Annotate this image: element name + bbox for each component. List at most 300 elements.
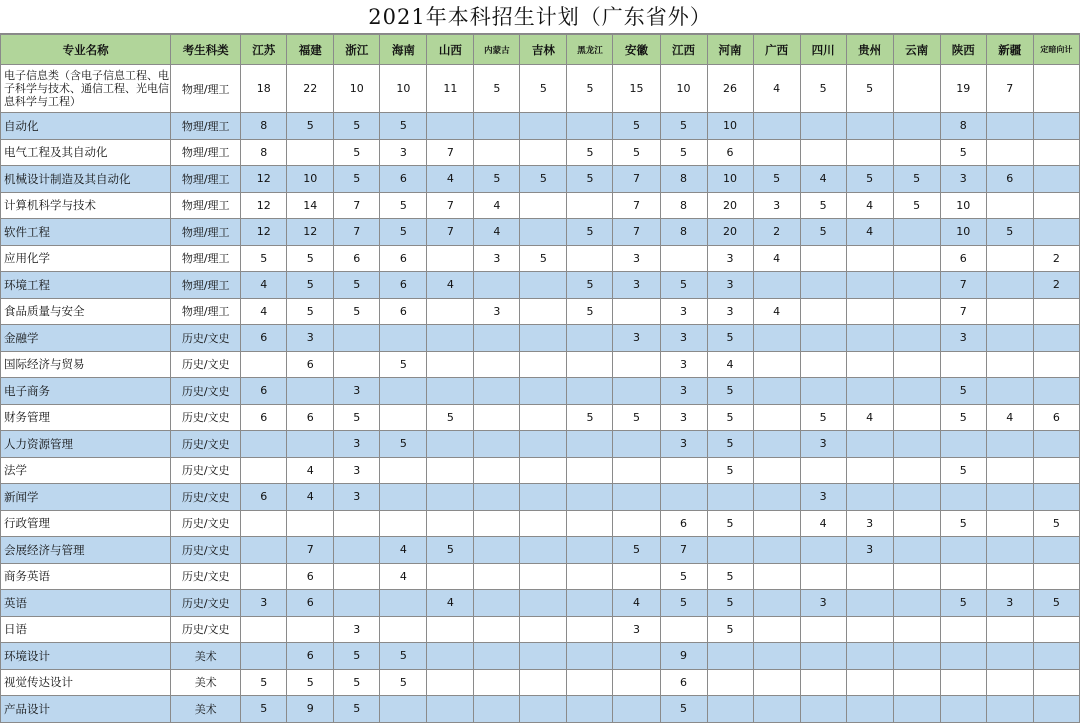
quota-cell: 5 — [380, 192, 427, 219]
quota-cell — [1033, 65, 1079, 113]
category-cell: 物理/理工 — [171, 166, 241, 193]
quota-cell — [940, 351, 986, 378]
quota-cell: 5 — [334, 404, 380, 431]
quota-cell — [753, 537, 800, 564]
major-name-cell: 机械设计制造及其自动化 — [1, 166, 171, 193]
quota-cell: 4 — [800, 510, 846, 537]
quota-cell — [520, 484, 567, 511]
header-province: 山西 — [427, 35, 474, 65]
quota-cell — [800, 245, 846, 272]
quota-cell — [427, 245, 474, 272]
table-row — [1, 616, 1080, 643]
quota-cell — [474, 696, 520, 723]
quota-cell — [893, 563, 940, 590]
quota-cell — [520, 563, 567, 590]
quota-cell: 3 — [380, 139, 427, 166]
quota-cell: 5 — [334, 272, 380, 299]
quota-cell — [1033, 537, 1079, 564]
quota-cell: 8 — [241, 113, 287, 140]
quota-cell: 5 — [241, 245, 287, 272]
quota-cell — [753, 431, 800, 458]
category-cell: 物理/理工 — [171, 113, 241, 140]
quota-cell: 4 — [753, 245, 800, 272]
quota-cell: 7 — [986, 65, 1033, 113]
quota-cell — [893, 325, 940, 352]
quota-cell: 6 — [707, 139, 753, 166]
quota-cell — [427, 378, 474, 405]
quota-cell: 5 — [800, 192, 846, 219]
quota-cell: 4 — [753, 65, 800, 113]
quota-cell — [753, 643, 800, 670]
quota-cell: 6 — [660, 510, 707, 537]
quota-cell — [660, 457, 707, 484]
quota-cell: 5 — [707, 616, 753, 643]
quota-cell — [800, 298, 846, 325]
quota-cell — [1033, 669, 1079, 696]
quota-cell — [707, 696, 753, 723]
quota-cell — [800, 537, 846, 564]
quota-cell: 5 — [380, 643, 427, 670]
header-province: 浙江 — [334, 35, 380, 65]
quota-cell: 6 — [287, 590, 334, 617]
quota-cell — [846, 484, 893, 511]
quota-cell: 5 — [613, 139, 660, 166]
quota-cell: 5 — [800, 65, 846, 113]
quota-cell: 5 — [800, 404, 846, 431]
quota-cell: 3 — [940, 166, 986, 193]
quota-cell — [474, 457, 520, 484]
quota-cell: 8 — [660, 166, 707, 193]
quota-cell — [380, 378, 427, 405]
quota-cell — [893, 65, 940, 113]
quota-cell: 8 — [241, 139, 287, 166]
quota-cell: 5 — [334, 166, 380, 193]
quota-cell: 22 — [287, 65, 334, 113]
quota-cell: 3 — [613, 325, 660, 352]
quota-cell — [800, 325, 846, 352]
quota-cell: 5 — [474, 166, 520, 193]
category-cell: 历史/文史 — [171, 510, 241, 537]
quota-cell — [893, 590, 940, 617]
quota-cell — [986, 245, 1033, 272]
quota-cell — [241, 643, 287, 670]
quota-cell — [520, 325, 567, 352]
quota-cell — [287, 139, 334, 166]
quota-cell — [474, 616, 520, 643]
quota-cell — [893, 484, 940, 511]
quota-cell — [986, 431, 1033, 458]
quota-cell — [753, 351, 800, 378]
major-name-cell: 产品设计 — [1, 696, 171, 723]
quota-cell — [893, 669, 940, 696]
header-province: 黑龙江 — [567, 35, 613, 65]
quota-cell — [893, 404, 940, 431]
quota-cell — [474, 325, 520, 352]
quota-cell: 5 — [334, 113, 380, 140]
table-body — [1, 65, 1080, 723]
quota-cell — [986, 457, 1033, 484]
quota-cell — [474, 139, 520, 166]
quota-cell — [986, 563, 1033, 590]
quota-cell — [893, 643, 940, 670]
quota-cell: 5 — [940, 510, 986, 537]
major-name-cell: 环境工程 — [1, 272, 171, 299]
quota-cell — [474, 643, 520, 670]
quota-cell: 3 — [846, 510, 893, 537]
quota-cell — [707, 669, 753, 696]
quota-cell — [1033, 484, 1079, 511]
quota-cell — [334, 510, 380, 537]
quota-cell: 4 — [241, 272, 287, 299]
quota-cell — [800, 669, 846, 696]
table-row — [1, 298, 1080, 325]
quota-cell: 3 — [287, 325, 334, 352]
major-name-cell: 行政管理 — [1, 510, 171, 537]
quota-cell — [940, 643, 986, 670]
quota-cell — [567, 192, 613, 219]
quota-cell — [613, 563, 660, 590]
category-cell: 历史/文史 — [171, 484, 241, 511]
quota-cell — [613, 696, 660, 723]
quota-cell: 5 — [660, 563, 707, 590]
quota-cell: 3 — [940, 325, 986, 352]
quota-cell — [753, 113, 800, 140]
quota-cell — [567, 484, 613, 511]
quota-cell — [893, 298, 940, 325]
quota-cell: 5 — [940, 378, 986, 405]
quota-cell — [1033, 325, 1079, 352]
quota-cell: 5 — [334, 139, 380, 166]
quota-cell: 5 — [613, 404, 660, 431]
major-name-cell: 日语 — [1, 616, 171, 643]
quota-cell: 5 — [380, 669, 427, 696]
major-name-cell: 电气工程及其自动化 — [1, 139, 171, 166]
quota-cell: 4 — [707, 351, 753, 378]
category-cell: 历史/文史 — [171, 404, 241, 431]
quota-cell — [520, 378, 567, 405]
quota-cell — [846, 669, 893, 696]
quota-cell — [753, 696, 800, 723]
category-cell: 历史/文史 — [171, 431, 241, 458]
quota-cell: 5 — [287, 272, 334, 299]
quota-cell — [940, 431, 986, 458]
quota-cell: 5 — [520, 65, 567, 113]
quota-cell — [1033, 457, 1079, 484]
quota-cell: 5 — [567, 298, 613, 325]
quota-cell — [986, 272, 1033, 299]
quota-cell: 8 — [660, 192, 707, 219]
quota-cell — [567, 510, 613, 537]
quota-cell — [986, 113, 1033, 140]
major-name-cell: 计算机科学与技术 — [1, 192, 171, 219]
major-name-cell: 商务英语 — [1, 563, 171, 590]
header-province: 广西 — [753, 35, 800, 65]
quota-cell: 5 — [380, 219, 427, 246]
quota-cell — [427, 563, 474, 590]
quota-cell: 5 — [940, 457, 986, 484]
quota-cell: 6 — [241, 484, 287, 511]
quota-cell — [846, 378, 893, 405]
quota-cell: 5 — [660, 590, 707, 617]
quota-cell — [427, 298, 474, 325]
quota-cell — [986, 325, 1033, 352]
major-name-cell: 应用化学 — [1, 245, 171, 272]
quota-cell: 6 — [1033, 404, 1079, 431]
quota-cell — [753, 378, 800, 405]
quota-cell — [520, 537, 567, 564]
quota-cell: 3 — [241, 590, 287, 617]
quota-cell: 5 — [474, 65, 520, 113]
quota-cell: 4 — [474, 219, 520, 246]
quota-cell — [800, 139, 846, 166]
major-name-cell: 电子商务 — [1, 378, 171, 405]
table-row — [1, 431, 1080, 458]
quota-cell — [800, 457, 846, 484]
quota-cell — [893, 431, 940, 458]
quota-cell — [753, 404, 800, 431]
header-province: 贵州 — [846, 35, 893, 65]
quota-cell — [1033, 219, 1079, 246]
quota-cell — [520, 510, 567, 537]
quota-cell: 4 — [800, 166, 846, 193]
quota-cell: 5 — [241, 669, 287, 696]
quota-cell — [846, 643, 893, 670]
quota-cell: 5 — [613, 537, 660, 564]
quota-cell: 5 — [567, 219, 613, 246]
quota-cell — [567, 457, 613, 484]
quota-cell — [567, 643, 613, 670]
quota-cell: 5 — [380, 431, 427, 458]
quota-cell — [986, 351, 1033, 378]
quota-cell: 5 — [846, 166, 893, 193]
quota-cell: 10 — [940, 192, 986, 219]
quota-cell — [753, 325, 800, 352]
table-row — [1, 219, 1080, 246]
quota-cell — [380, 457, 427, 484]
quota-cell — [567, 431, 613, 458]
quota-cell: 7 — [613, 166, 660, 193]
quota-cell: 3 — [660, 404, 707, 431]
quota-cell: 5 — [660, 139, 707, 166]
quota-cell — [753, 510, 800, 537]
quota-cell — [427, 643, 474, 670]
quota-cell — [707, 643, 753, 670]
quota-cell — [567, 616, 613, 643]
quota-cell: 3 — [660, 298, 707, 325]
quota-cell — [846, 298, 893, 325]
quota-cell: 3 — [707, 245, 753, 272]
table-row — [1, 351, 1080, 378]
major-name-cell: 财务管理 — [1, 404, 171, 431]
table-row — [1, 457, 1080, 484]
quota-cell: 3 — [753, 192, 800, 219]
quota-cell: 9 — [660, 643, 707, 670]
quota-cell: 4 — [474, 192, 520, 219]
quota-cell — [287, 431, 334, 458]
quota-cell — [613, 510, 660, 537]
quota-cell — [287, 616, 334, 643]
quota-cell — [893, 378, 940, 405]
quota-cell — [520, 351, 567, 378]
quota-cell: 5 — [660, 272, 707, 299]
quota-cell: 7 — [660, 537, 707, 564]
quota-cell — [893, 696, 940, 723]
quota-cell: 5 — [707, 590, 753, 617]
quota-cell: 5 — [707, 431, 753, 458]
quota-cell — [567, 590, 613, 617]
quota-cell: 10 — [707, 166, 753, 193]
quota-cell — [1033, 696, 1079, 723]
major-name-cell: 自动化 — [1, 113, 171, 140]
quota-cell: 14 — [287, 192, 334, 219]
header-province: 江苏 — [241, 35, 287, 65]
quota-cell — [846, 590, 893, 617]
quota-cell — [800, 351, 846, 378]
quota-cell: 7 — [334, 219, 380, 246]
quota-cell — [846, 351, 893, 378]
quota-cell — [520, 219, 567, 246]
quota-cell: 4 — [287, 484, 334, 511]
table-row — [1, 696, 1080, 723]
quota-cell — [474, 113, 520, 140]
quota-cell: 5 — [660, 113, 707, 140]
quota-cell: 7 — [940, 272, 986, 299]
quota-cell: 4 — [427, 590, 474, 617]
header-province: 四川 — [800, 35, 846, 65]
quota-cell — [986, 696, 1033, 723]
quota-cell: 5 — [893, 166, 940, 193]
quota-cell: 5 — [287, 113, 334, 140]
quota-cell — [753, 590, 800, 617]
quota-cell: 5 — [380, 351, 427, 378]
quota-cell — [753, 563, 800, 590]
quota-cell — [427, 484, 474, 511]
header-province: 新疆 — [986, 35, 1033, 65]
quota-cell: 5 — [567, 272, 613, 299]
quota-cell: 5 — [287, 245, 334, 272]
quota-cell — [893, 537, 940, 564]
quota-cell — [986, 139, 1033, 166]
header-province: 海南 — [380, 35, 427, 65]
quota-cell — [707, 537, 753, 564]
quota-cell: 12 — [241, 192, 287, 219]
table-row — [1, 537, 1080, 564]
quota-cell — [474, 351, 520, 378]
quota-cell: 5 — [334, 298, 380, 325]
quota-cell — [800, 643, 846, 670]
quota-cell — [986, 616, 1033, 643]
quota-cell — [846, 457, 893, 484]
category-cell: 物理/理工 — [171, 65, 241, 113]
category-cell: 物理/理工 — [171, 298, 241, 325]
quota-cell: 10 — [707, 113, 753, 140]
quota-cell — [520, 404, 567, 431]
category-cell: 物理/理工 — [171, 245, 241, 272]
table-row — [1, 510, 1080, 537]
quota-cell — [613, 669, 660, 696]
quota-cell: 4 — [753, 298, 800, 325]
quota-cell: 5 — [287, 669, 334, 696]
quota-cell — [1033, 192, 1079, 219]
quota-cell: 20 — [707, 219, 753, 246]
quota-cell — [380, 484, 427, 511]
quota-cell — [334, 351, 380, 378]
header-category: 考生科类 — [171, 35, 241, 65]
header-province: 定暗向计 — [1033, 35, 1079, 65]
quota-cell: 5 — [707, 563, 753, 590]
major-name-cell: 金融学 — [1, 325, 171, 352]
quota-cell: 6 — [287, 563, 334, 590]
quota-cell: 3 — [800, 590, 846, 617]
quota-cell — [753, 484, 800, 511]
major-name-cell: 电子信息类（含电子信息工程、电子科学与技术、通信工程、光电信息科学与工程） — [1, 65, 171, 113]
quota-cell — [1033, 166, 1079, 193]
quota-cell — [986, 643, 1033, 670]
quota-cell — [567, 325, 613, 352]
quota-cell: 4 — [427, 272, 474, 299]
quota-cell: 5 — [567, 404, 613, 431]
quota-cell: 3 — [613, 616, 660, 643]
quota-cell — [427, 113, 474, 140]
quota-cell — [520, 431, 567, 458]
quota-cell — [427, 696, 474, 723]
quota-cell — [520, 113, 567, 140]
header-major: 专业名称 — [1, 35, 171, 65]
header-province: 陕西 — [940, 35, 986, 65]
quota-cell: 2 — [1033, 272, 1079, 299]
quota-cell — [567, 563, 613, 590]
table-row — [1, 192, 1080, 219]
table-row — [1, 404, 1080, 431]
quota-cell — [893, 113, 940, 140]
quota-cell: 3 — [986, 590, 1033, 617]
quota-cell — [893, 219, 940, 246]
quota-cell: 3 — [613, 272, 660, 299]
quota-cell: 7 — [427, 219, 474, 246]
table-row — [1, 139, 1080, 166]
quota-cell — [753, 616, 800, 643]
quota-cell: 3 — [474, 298, 520, 325]
quota-cell — [380, 696, 427, 723]
quota-cell — [846, 616, 893, 643]
quota-cell: 26 — [707, 65, 753, 113]
header-province: 河南 — [707, 35, 753, 65]
quota-cell: 8 — [660, 219, 707, 246]
quota-cell: 5 — [846, 65, 893, 113]
quota-cell: 10 — [940, 219, 986, 246]
quota-cell — [567, 669, 613, 696]
quota-cell: 3 — [474, 245, 520, 272]
table-row — [1, 166, 1080, 193]
quota-cell: 4 — [241, 298, 287, 325]
quota-cell: 5 — [940, 404, 986, 431]
quota-cell — [1033, 298, 1079, 325]
quota-cell: 3 — [660, 351, 707, 378]
quota-cell: 12 — [287, 219, 334, 246]
quota-cell: 6 — [380, 166, 427, 193]
quota-cell — [800, 272, 846, 299]
quota-cell: 7 — [334, 192, 380, 219]
major-name-cell: 法学 — [1, 457, 171, 484]
quota-cell — [1033, 563, 1079, 590]
table-row — [1, 643, 1080, 670]
quota-cell — [846, 431, 893, 458]
quota-cell — [520, 457, 567, 484]
quota-cell — [287, 378, 334, 405]
quota-cell — [474, 537, 520, 564]
category-cell: 美术 — [171, 696, 241, 723]
quota-cell: 12 — [241, 219, 287, 246]
